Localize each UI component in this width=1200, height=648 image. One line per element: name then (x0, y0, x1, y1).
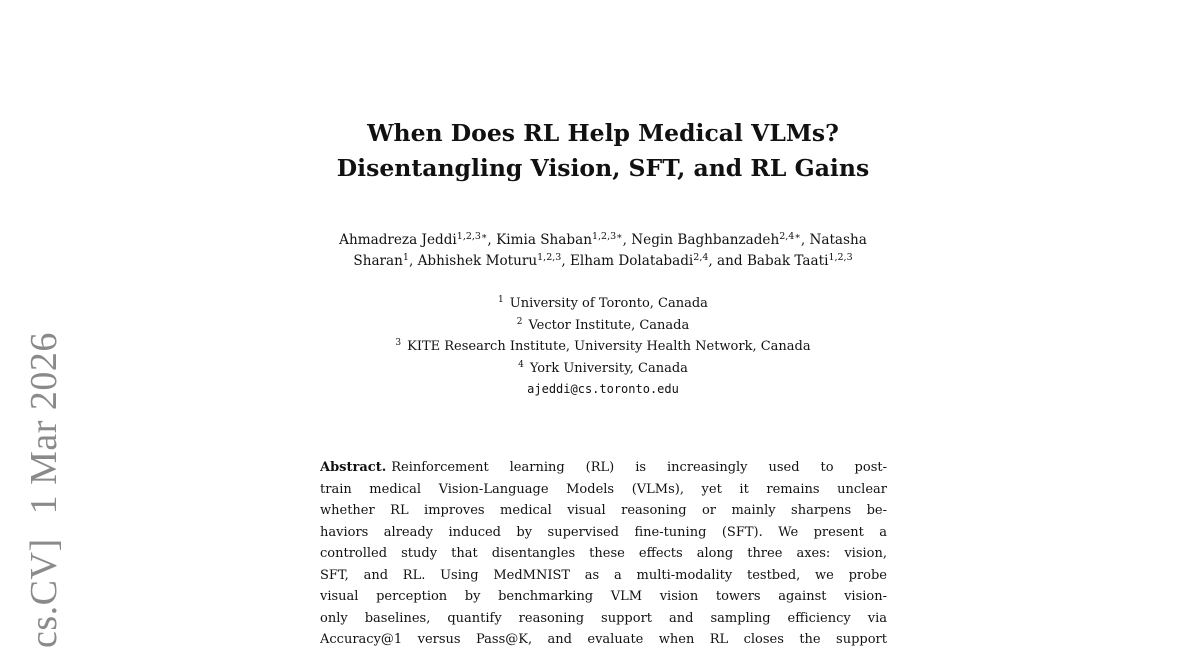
contact-email[interactable]: ajeddi@cs.toronto.edu (527, 382, 679, 396)
paper-title (0, 116, 1200, 186)
abstract-line: SFT, and RL. Using MedMNIST as a multi-modality testbed, we probe (320, 567, 887, 583)
author-line-2 (0, 251, 1200, 272)
abstract (320, 457, 887, 648)
affiliation-item (0, 358, 1200, 380)
author-line-1 (0, 230, 1200, 251)
author-separator: , (561, 253, 570, 269)
author-name: Ahmadreza Jeddi (339, 232, 457, 248)
author-affil-marks: 2,4 (693, 252, 709, 263)
affiliation-item (0, 293, 1200, 315)
abstract-label: Abstract. (320, 460, 387, 475)
affiliation-marker: 4 (518, 359, 524, 370)
author-affil-marks: 1,2,3∗ (456, 231, 488, 242)
author-name: Kimia Shaban (496, 232, 592, 248)
affiliation-text: KITE Research Institute, University Health Network, Canada (407, 339, 811, 354)
author-affil-marks: 1,2,3 (828, 252, 853, 263)
affiliation-text: University of Toronto, Canada (509, 296, 708, 311)
abstract-line: haviors already induced by supervised fine-tuning (SFT). We present a (320, 524, 887, 540)
affiliation-item (0, 315, 1200, 337)
affiliation-marker: 1 (498, 295, 504, 305)
author-affil-marks: 1,2,3 (537, 252, 562, 263)
affiliation-marker: 3 (395, 338, 402, 348)
affiliation-item (0, 336, 1200, 358)
abstract-text: Reinforcement learning (RL) is increasingly used to post- (391, 460, 887, 475)
title-line: When Does RL Help Medical VLMs? (367, 119, 839, 147)
abstract-line: Accuracy@1 versus Pass@K, and evaluate when RL closes the support (320, 632, 887, 647)
abstract-line (320, 457, 887, 479)
contact-email-row (0, 379, 1200, 401)
author-separator: , (622, 232, 632, 248)
author-list (0, 230, 1200, 272)
author-separator: , (800, 232, 810, 248)
author-name: Babak Taati (746, 253, 829, 269)
author-separator: , (487, 232, 497, 248)
arxiv-date: 1 Mar 2026 (23, 332, 65, 515)
title-line: Disentangling Vision, SFT, and RL Gains (336, 154, 870, 182)
author-separator: , (408, 253, 418, 269)
arxiv-category: cs.CV] (23, 538, 65, 648)
author-affil-marks: 2,4∗ (779, 231, 801, 242)
affiliation-text: Vector Institute, Canada (528, 317, 690, 333)
author-affil-marks: 1,2,3∗ (591, 231, 623, 242)
affiliation-text: York University, Canada (529, 360, 688, 376)
affiliation-list (0, 293, 1200, 401)
abstract-line: only baselines, quantify reasoning support and sampling efficiency via (320, 610, 887, 626)
author-name-part: Sharan (353, 253, 403, 269)
author-name: Abhishek Moturu (417, 253, 538, 269)
abstract-line: controlled study that disentangles these effects along three axes: vision, (320, 546, 887, 561)
author-name: Elham Dolatabadi (569, 253, 694, 269)
affiliation-marker: 2 (516, 316, 523, 327)
author-affil-marks: 1 (402, 252, 409, 263)
author-name-part: Natasha (809, 232, 867, 248)
author-separator: , and (708, 253, 747, 269)
author-name: Negin Baghbanzadeh (631, 232, 780, 248)
abstract-line: visual perception by benchmarking VLM vision towers against vision- (320, 589, 887, 604)
abstract-line: whether RL improves medical visual reasoning or mainly sharpens be- (320, 503, 887, 518)
abstract-line: train medical Vision-Language Models (VLMs), yet it remains unclear (320, 481, 887, 497)
